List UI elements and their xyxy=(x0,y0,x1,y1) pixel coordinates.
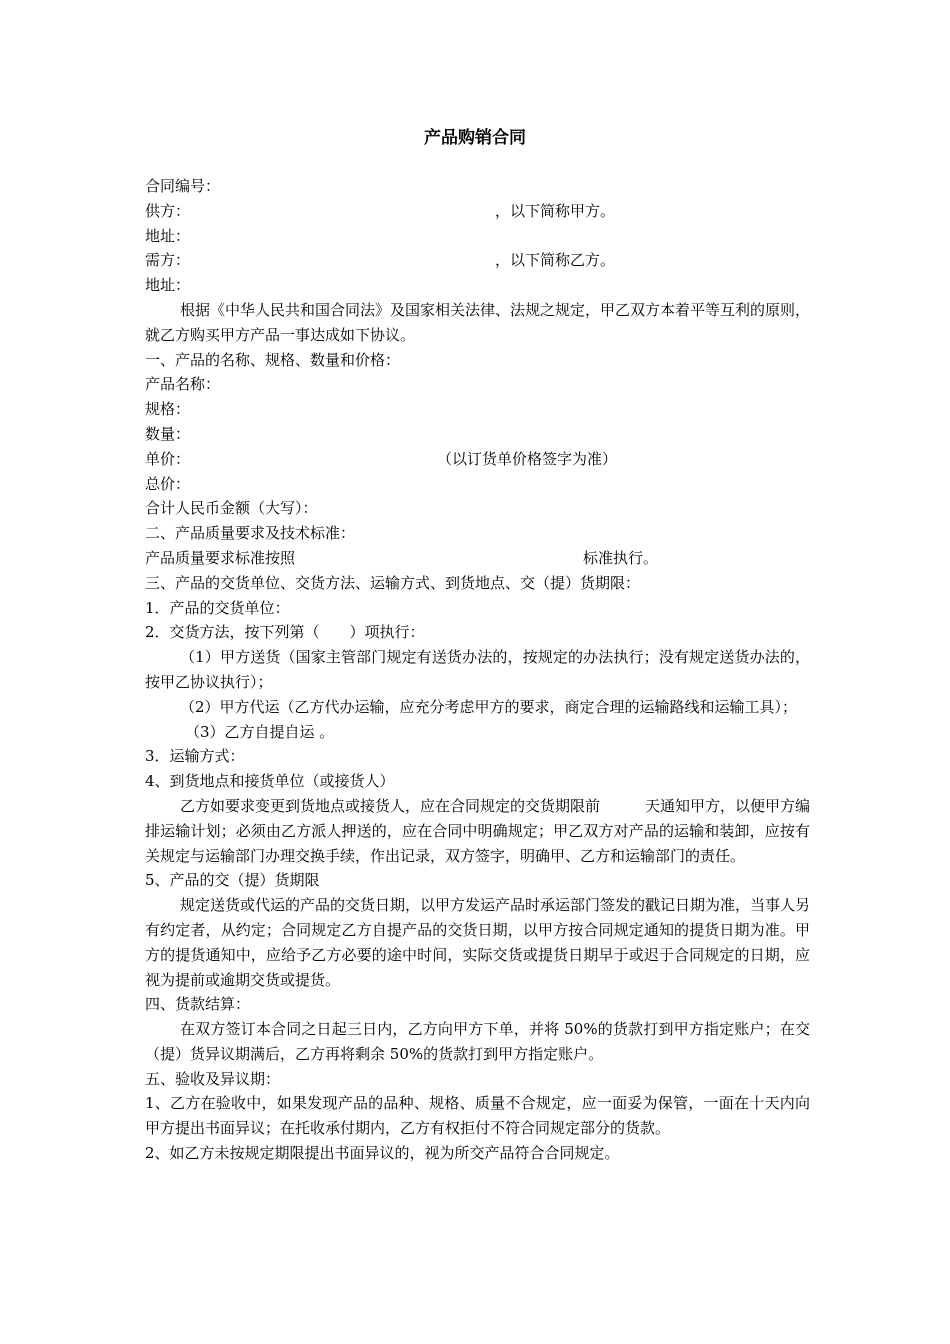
delivery-method-item: 2．交货方法，按下列第（ ）项执行： xyxy=(145,623,425,642)
delivery-unit-item: 1．产品的交货单位： xyxy=(145,598,290,617)
section-2-heading: 二、产品质量要求及技术标准： xyxy=(145,524,356,543)
delivery-option-1: （1）甲方送货（国家主管部门规定有送货办法的，按规定的办法执行；没有规定送货办法的，按甲乙协议执行）； xyxy=(145,648,810,691)
delivery-option-2: （2）甲方代运（乙方代办运输，应充分考虑甲方的要求，商定合理的运输路线和运输工具）； xyxy=(180,697,798,716)
total-price-line: 总价： xyxy=(145,474,191,493)
quality-standard-suffix: 标准执行。 xyxy=(583,548,659,567)
section-3-heading: 三、产品的交货单位、交货方法、运输方式、到货地点、交（提）货期限： xyxy=(145,573,641,592)
supplier-address-line xyxy=(145,224,810,249)
unit-price-line xyxy=(145,447,810,472)
delivery-deadline-paragraph: 规定送货或代运的产品的交货日期，以甲方发运产品时承运部门签发的戳记日期为准，当事人另有约定者，从约定；合同规定乙方自提产品的交货日期，以甲方按合同规定通知的提货日期为准。甲方的提货通知中，应给予乙方必要的途中时间，实际交货或提货日期早于或迟于合同规定的日期，应视为提前或逾期交货或提货。 xyxy=(145,896,811,989)
supplier-address-label: 地址： xyxy=(145,226,191,245)
delivery-option-3: （3）乙方自提自运 。 xyxy=(185,722,335,741)
unit-price-label: 单价： xyxy=(145,449,191,468)
quantity-line: 数量： xyxy=(145,424,191,443)
intro-paragraph: 根据《中华人民共和国合同法》及国家相关法律、法规之规定，甲乙双方本着平等互利的原则，就乙方购买甲方产品一事达成如下协议。 xyxy=(145,300,811,344)
supplier-suffix: ，以下简称甲方。 xyxy=(495,201,616,220)
inspection-paragraph-2: 2、如乙方未按规定期限提出书面异议的，视为所交产品符合合同规定。 xyxy=(145,1144,620,1163)
arrival-location-item: 4、到货地点和接货单位（或接货人） xyxy=(145,772,395,791)
buyer-suffix: ，以下简称乙方。 xyxy=(495,251,616,270)
spec-line: 规格： xyxy=(145,400,191,419)
contract-body xyxy=(145,174,810,1166)
document-title: 产品购销合同 xyxy=(424,128,526,148)
contract-number-line xyxy=(145,174,810,199)
inspection-paragraph-1: 1、乙方在验收中，如果发现产品的品种、规格、质量不合规定，应一面妥为保管，一面在十天内向甲方提出书面异议；在托收承付期内，乙方有权拒付不符合同规定部分的货款。 xyxy=(145,1094,810,1138)
section-5-heading: 五、验收及异议期： xyxy=(145,1069,281,1088)
section-4-heading: 四、货款结算： xyxy=(145,995,251,1014)
buyer-label: 需方： xyxy=(145,251,191,270)
section-1-heading: 一、产品的名称、规格、数量和价格： xyxy=(145,350,401,369)
contract-number-label: 合同编号： xyxy=(145,177,221,195)
buyer-address-line xyxy=(145,273,810,298)
supplier-label: 供方： xyxy=(145,201,191,220)
quality-standard-label: 产品质量要求标准按照 xyxy=(145,548,296,567)
product-name-line: 产品名称： xyxy=(145,375,221,394)
rmb-amount-line: 合计人民币金额（大写）： xyxy=(145,499,318,518)
payment-paragraph: 在双方签订本合同之日起三日内，乙方向甲方下单，并将 50%的货款打到甲方指定账户；在交（提）货异议期满后，乙方再将剩余 50%的货款打到甲方指定账户。 xyxy=(145,1020,810,1063)
supplier-line xyxy=(145,199,810,224)
buyer-address-label: 地址： xyxy=(145,276,191,295)
delivery-deadline-item: 5、产品的交（提）货期限 xyxy=(145,871,320,890)
transport-method-item: 3．运输方式： xyxy=(145,747,245,766)
buyer-line xyxy=(145,248,810,273)
arrival-location-paragraph: 乙方如要求变更到货地点或接货人，应在合同规定的交货期限前 天通知甲方，以便甲方编排运输计划；必须由乙方派人押送的，应在合同中明确规定；甲乙双方对产品的运输和装卸，应按有关规定与运输部门办理交换手续，作出记录，双方签字，明确甲、乙方和运输部门的责任。 xyxy=(145,796,811,865)
quality-standard-line xyxy=(145,546,810,571)
unit-price-note: （以订货单价格签字为准） xyxy=(437,449,618,468)
